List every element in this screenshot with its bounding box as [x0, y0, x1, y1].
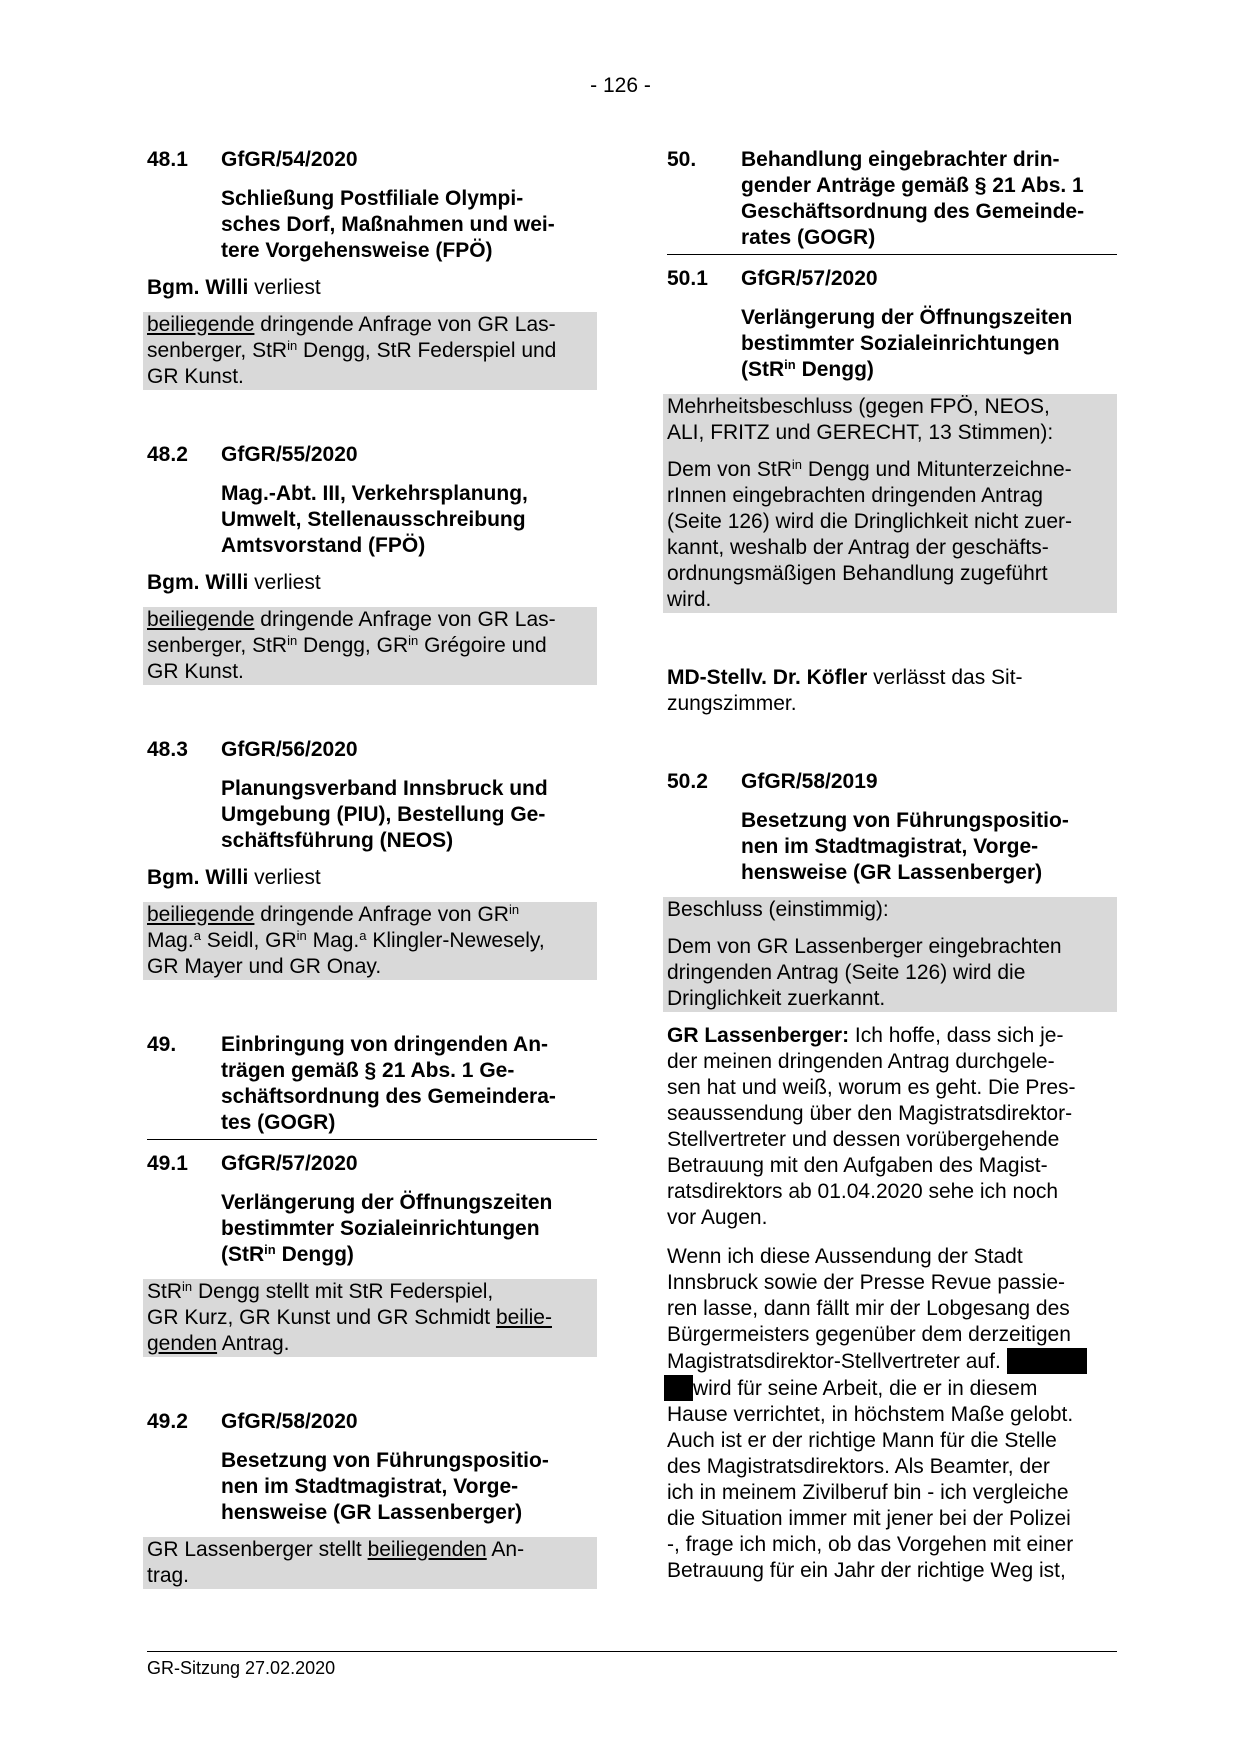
title-line: Mag.-Abt. III, Verkehrsplanung, [221, 482, 528, 505]
title-line: gender Anträge gemäß § 21 Abs. 1 [741, 174, 1084, 197]
reader-line [147, 275, 597, 301]
underlined-word: beilie- [495, 1306, 552, 1329]
box-line [147, 1305, 593, 1331]
title-line: Planungsverband Innsbruck und [221, 777, 548, 800]
title-line [221, 1242, 597, 1268]
underlined-word: beiliegende [147, 608, 255, 631]
item-header [667, 769, 1117, 795]
item-title [221, 1448, 597, 1526]
item-title [221, 186, 597, 264]
text: Dengg und Mitunterzeichne- [802, 458, 1072, 481]
item-50-2 [667, 769, 1117, 1012]
item-header [667, 147, 1117, 251]
right-column [667, 147, 1117, 1584]
shaded-box [143, 607, 597, 685]
text: (Seite 126) wird die Dringlichkeit nicht zuer- [667, 510, 1072, 533]
item-50 [667, 147, 1117, 255]
title-line: nen im Stadtmagistrat, Vorge- [741, 835, 1039, 858]
speech-paragraph [667, 1023, 1117, 1231]
title-line [741, 357, 1117, 383]
title-line: schäftsordnung des Gemeindera- [221, 1085, 556, 1108]
text: Dengg stellt mit StR Federspiel, [192, 1280, 494, 1303]
superscript: in [287, 633, 298, 648]
item-code: GfGR/56/2020 [221, 738, 358, 761]
title-line: hensweise (GR Lassenberger) [221, 1501, 523, 1524]
underlined-word: genden [147, 1332, 218, 1355]
title-line: rates (GOGR) [741, 226, 876, 249]
reader-name: Bgm. Willi [147, 866, 249, 889]
speech-line: des Magistratsdirektors. Als Beamter, der [667, 1455, 1050, 1478]
speech-line: Betrauung mit den Aufgaben des Magist- [667, 1154, 1048, 1177]
shaded-box [143, 1537, 597, 1589]
speech-line: seaussendung über den Magistratsdirektor- [667, 1102, 1073, 1125]
redaction-block [664, 1375, 693, 1401]
reader-name: Bgm. Willi [147, 276, 249, 299]
item-header [147, 147, 597, 173]
footer-divider [147, 1651, 1117, 1652]
title-line: trägen gemäß § 21 Abs. 1 Ge- [221, 1059, 515, 1082]
text: Dengg) [275, 1243, 354, 1266]
left-column [147, 147, 597, 1589]
item-title [741, 147, 1117, 251]
item-49-2 [147, 1409, 597, 1589]
text: Mehrheitsbeschluss (gegen FPÖ, NEOS, [667, 395, 1050, 418]
reader-verb: verliest [248, 866, 321, 889]
note-line [667, 665, 1117, 691]
text: rInnen eingebrachten dringenden Antrag [667, 484, 1043, 507]
item-code: GfGR/54/2020 [221, 148, 358, 171]
item-49-1 [147, 1151, 597, 1357]
text: wird. [667, 588, 712, 611]
item-50-1 [667, 266, 1117, 613]
title-line: Verlängerung der Öffnungszeiten [221, 1191, 553, 1214]
md-note [667, 665, 1117, 717]
superscript: in [287, 338, 298, 353]
text: Dringlichkeit zuerkannt. [667, 987, 886, 1010]
text: (StR [741, 358, 785, 381]
item-header [667, 266, 1117, 292]
item-number: 49.1 [147, 1152, 188, 1175]
decision-type: Beschluss (einstimmig): [667, 898, 889, 921]
box-line [147, 312, 593, 338]
item-48-2 [147, 442, 597, 685]
item-48-3 [147, 737, 597, 980]
item-number: 50. [667, 148, 697, 171]
text: Grégoire und [418, 634, 547, 657]
speech-line: -, frage ich mich, ob das Vorgehen mit einer [667, 1533, 1074, 1556]
box-line [147, 928, 593, 954]
title-line: Einbringung von dringenden An- [221, 1033, 549, 1056]
text: dringenden Antrag (Seite 126) wird die [667, 961, 1026, 984]
underlined-word: beiliegende [147, 903, 255, 926]
title-line: Amtsvorstand (FPÖ) [221, 534, 426, 557]
shaded-box [143, 902, 597, 980]
text: wird für seine Arbeit, die er in diesem [693, 1377, 1038, 1400]
text: GR Kurz, GR Kunst und GR Schmidt [147, 1306, 496, 1329]
speech-line: Bürgermeisters gegenüber dem derzeitigen [667, 1323, 1071, 1346]
text: Dem von GR Lassenberger eingebrachten [667, 935, 1062, 958]
item-number: 48.3 [147, 738, 188, 761]
item-code: GfGR/55/2020 [221, 443, 358, 466]
superscript: in [791, 457, 802, 472]
box-line [147, 633, 593, 659]
speech-line: die Situation immer mit jener bei der Polizei [667, 1507, 1071, 1530]
title-line: bestimmter Sozialeinrichtungen [741, 332, 1060, 355]
superscript: a [193, 928, 201, 943]
speech-line: Auch ist er der richtige Mann für die Stelle [667, 1429, 1057, 1452]
text: ordnungsmäßigen Behandlung zugeführt [667, 562, 1048, 585]
text: dringende Anfrage von GR Las- [254, 608, 556, 631]
text: dringende Anfrage von GR [254, 903, 509, 926]
footer: GR-Sitzung 27.02.2020 [147, 1658, 336, 1678]
title-line: bestimmter Sozialeinrichtungen [221, 1217, 540, 1240]
underlined-word: beiliegende [147, 313, 255, 336]
text: senberger, StR [147, 634, 288, 657]
text: kannt, weshalb der Antrag der geschäfts- [667, 536, 1049, 559]
item-number: 50.1 [667, 267, 708, 290]
item-header [147, 1151, 597, 1177]
text: Ich hoffe, dass sich je- [849, 1024, 1064, 1047]
decision-type [667, 394, 1113, 446]
redaction-block [1007, 1348, 1087, 1374]
item-48-1 [147, 147, 597, 390]
text: Mag. [306, 929, 360, 952]
decision-text [667, 934, 1113, 1012]
text: Klingler-Newesely, [366, 929, 545, 952]
shaded-box [663, 897, 1117, 1012]
item-number: 48.2 [147, 443, 188, 466]
text: Antrag. [217, 1332, 290, 1355]
text: StR [147, 1280, 183, 1303]
text: Mag. [147, 929, 194, 952]
speech-line: ren lasse, dann fällt mir der Lobgesang des [667, 1297, 1070, 1320]
title-line: Verlängerung der Öffnungszeiten [741, 306, 1073, 329]
shaded-box [663, 394, 1117, 613]
speech-paragraph [667, 1244, 1117, 1584]
box-line [147, 1279, 593, 1305]
item-header [147, 1032, 597, 1136]
item-header [147, 737, 597, 763]
shaded-box [143, 1279, 597, 1357]
title-line: Besetzung von Führungspositio- [221, 1449, 549, 1472]
box-line [147, 338, 593, 364]
item-number: 49.2 [147, 1410, 188, 1433]
speech-line: Stellvertreter und dessen vorübergehende [667, 1128, 1060, 1151]
text: verlässt das Sit- [867, 666, 1023, 689]
text: An- [486, 1538, 525, 1561]
box-line [147, 1537, 593, 1563]
text: ALI, FRITZ und GERECHT, 13 Stimmen): [667, 421, 1054, 444]
superscript: a [359, 928, 367, 943]
title-line: Schließung Postfiliale Olympi- [221, 187, 524, 210]
speaker-name: MD-Stellv. Dr. Köfler [667, 666, 868, 689]
text: dringende Anfrage von GR Las- [254, 313, 556, 336]
note-line: zungszimmer. [667, 692, 797, 715]
item-code: GfGR/58/2019 [741, 770, 878, 793]
speech-line [667, 1375, 1117, 1402]
title-line: Umwelt, Stellenausschreibung [221, 508, 526, 531]
text: GR Lassenberger stellt [147, 1538, 368, 1561]
text: Dengg, GR [297, 634, 409, 657]
text: (StR [221, 1243, 265, 1266]
text: Seidl, GR [200, 929, 297, 952]
speech-line [667, 1348, 1117, 1375]
title-line: Besetzung von Führungspositio- [741, 809, 1069, 832]
box-line: GR Mayer und GR Onay. [147, 955, 382, 978]
speech-line [667, 1023, 1117, 1049]
speech-line: ratsdirektors ab 01.04.2020 sehe ich noch [667, 1180, 1059, 1203]
speech-line: Innsbruck sowie der Presse Revue passie- [667, 1271, 1066, 1294]
reader-line [147, 570, 597, 596]
speech-line: ich in meinem Zivilberuf bin - ich vergleiche [667, 1481, 1069, 1504]
superscript: in [784, 357, 796, 372]
speech-line: sen hat und weiß, worum es geht. Die Pres- [667, 1076, 1076, 1099]
shaded-box [143, 312, 597, 390]
title-line: Geschäftsordnung des Gemeinde- [741, 200, 1085, 223]
speech-line: vor Augen. [667, 1206, 768, 1229]
text: Dengg) [795, 358, 874, 381]
item-number: 50.2 [667, 770, 708, 793]
item-title [221, 1032, 597, 1136]
reader-name: Bgm. Willi [147, 571, 249, 594]
item-title [741, 305, 1117, 383]
item-number: 48.1 [147, 148, 188, 171]
reader-verb: verliest [248, 571, 321, 594]
text: Dengg, StR Federspiel und [297, 339, 557, 362]
item-header [147, 1409, 597, 1435]
title-line: tere Vorgehensweise (FPÖ) [221, 239, 493, 262]
superscript: in [264, 1242, 276, 1257]
decision-text [667, 457, 1113, 613]
title-line: Umgebung (PIU), Bestellung Ge- [221, 803, 546, 826]
page-number: - 126 - [590, 74, 651, 97]
title-line: nen im Stadtmagistrat, Vorge- [221, 1475, 519, 1498]
box-line [147, 902, 593, 928]
title-line: tes (GOGR) [221, 1111, 336, 1134]
text: Dem von StR [667, 458, 792, 481]
underlined-word: beiliegenden [367, 1538, 487, 1561]
item-code: GfGR/58/2020 [221, 1410, 358, 1433]
item-49 [147, 1032, 597, 1140]
text: senberger, StR [147, 339, 288, 362]
title-line: sches Dorf, Maßnahmen und wei- [221, 213, 555, 236]
title-line: schäftsführung (NEOS) [221, 829, 454, 852]
superscript: in [182, 1279, 193, 1294]
reader-line [147, 865, 597, 891]
item-header [147, 442, 597, 468]
speech-line: Hause verrichtet, in höchstem Maße gelobt. [667, 1403, 1074, 1426]
box-line: GR Kunst. [147, 660, 244, 683]
speech-line: Betrauung für ein Jahr der richtige Weg ist, [667, 1559, 1066, 1582]
item-code: GfGR/57/2020 [221, 1152, 358, 1175]
speech-line: der meinen dringenden Antrag durchgele- [667, 1050, 1055, 1073]
superscript: in [508, 902, 520, 917]
item-code: GfGR/57/2020 [741, 267, 878, 290]
item-title [741, 808, 1117, 886]
speech-line: Wenn ich diese Aussendung der Stadt [667, 1245, 1023, 1268]
superscript: in [408, 633, 419, 648]
item-title [221, 481, 597, 559]
box-line: GR Kunst. [147, 365, 244, 388]
item-number: 49. [147, 1033, 177, 1056]
speaker-name: GR Lassenberger: [667, 1024, 850, 1047]
text: Magistratsdirektor-Stellvertreter auf. [667, 1350, 1007, 1373]
item-title [221, 776, 597, 854]
title-line: Behandlung eingebrachter drin- [741, 148, 1060, 171]
box-line [147, 607, 593, 633]
box-line [147, 1331, 593, 1357]
reader-verb: verliest [248, 276, 321, 299]
superscript: in [296, 928, 307, 943]
item-title [221, 1190, 597, 1268]
box-line: trag. [147, 1564, 190, 1587]
title-line: hensweise (GR Lassenberger) [741, 861, 1043, 884]
